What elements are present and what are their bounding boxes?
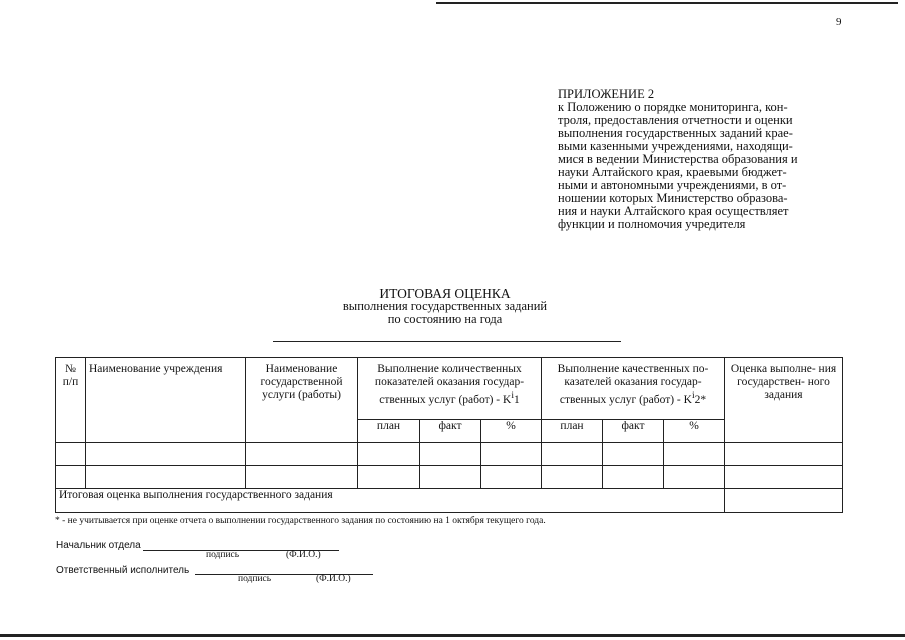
header-qualitative-tail: 2* — [694, 393, 707, 406]
as-of-prefix: по состоянию на — [387, 312, 477, 326]
appendix-line: ношении которых Министерство образова- — [558, 191, 788, 205]
head-sign-caption: подпись — [206, 550, 240, 560]
bottom-rule — [0, 634, 905, 637]
subheader-percent: % — [481, 420, 542, 443]
table-row — [56, 466, 843, 489]
executor-name-caption: (Ф.И.О.) — [316, 574, 351, 584]
table-cell[interactable] — [86, 466, 246, 489]
header-qualitative — [542, 358, 725, 420]
subheader-plan: план — [358, 420, 420, 443]
appendix-line: выми казенными учреждениями, находящи- — [558, 139, 793, 153]
header-num: № п/п — [56, 358, 86, 443]
table-cell[interactable] — [56, 443, 86, 466]
appendix-title: ПРИЛОЖЕНИЕ 2 — [558, 87, 655, 101]
appendix-line: ния и науки Алтайского края осуществляет — [558, 204, 789, 218]
table-cell[interactable] — [481, 466, 542, 489]
table-cell[interactable] — [542, 443, 603, 466]
head-of-department-label: Начальник отдела — [56, 540, 141, 551]
appendix-line: функции и полномочия учредителя — [558, 217, 746, 231]
table-cell[interactable] — [603, 466, 664, 489]
total-row — [56, 489, 843, 513]
appendix-line: выполнения государственных заданий крае- — [558, 126, 793, 140]
table-cell[interactable] — [358, 466, 420, 489]
appendix-line: ными и автономными учреждениями, в от- — [558, 178, 787, 192]
responsible-executor-label: Ответственный исполнитель — [56, 565, 190, 576]
table-cell[interactable] — [420, 443, 481, 466]
header-quantitative-sup: i — [511, 390, 514, 401]
header-service: Наименование государственной услуги (работы) — [246, 358, 358, 443]
table-cell[interactable] — [358, 443, 420, 466]
page-number: 9 — [836, 16, 842, 28]
table-row — [56, 443, 843, 466]
subheader-fact: факт — [603, 420, 664, 443]
header-institution: Наименование учреждения — [86, 358, 246, 443]
total-value-cell[interactable] — [725, 489, 843, 513]
table-cell[interactable] — [86, 443, 246, 466]
appendix-line: троля, предоставления отчетности и оценки — [558, 113, 793, 127]
appendix-block — [558, 88, 848, 231]
appendix-line: науки Алтайского края, краевыми бюджет- — [558, 165, 787, 179]
subheader-percent: % — [664, 420, 725, 443]
table-cell[interactable] — [246, 466, 358, 489]
top-rule — [436, 2, 898, 4]
appendix-line: мися в ведении Министерства образования и — [558, 152, 798, 166]
title-underline[interactable] — [273, 341, 621, 342]
as-of-suffix: года — [479, 312, 503, 326]
total-label: Итоговая оценка выполнения государственного задания — [56, 489, 725, 513]
subheader-plan: план — [542, 420, 603, 443]
table-cell[interactable] — [664, 443, 725, 466]
table-cell[interactable] — [246, 443, 358, 466]
subheader-fact: факт — [420, 420, 481, 443]
head-name-caption: (Ф.И.О.) — [286, 550, 321, 560]
table-cell[interactable] — [481, 443, 542, 466]
header-qualitative-sup: i — [691, 390, 695, 401]
document-title — [290, 287, 600, 326]
header-quantitative — [358, 358, 542, 420]
table-cell[interactable] — [542, 466, 603, 489]
table-cell[interactable] — [725, 443, 843, 466]
table-cell[interactable] — [664, 466, 725, 489]
table-cell[interactable] — [420, 466, 481, 489]
table-cell[interactable] — [725, 466, 843, 489]
header-qualitative-text: Выполнение качественных по- казателей оказания государ- ственных услуг (работ) - K — [557, 363, 709, 406]
header-quantitative-tail: 1 — [514, 393, 520, 406]
header-assessment: Оценка выполне- ния государствен- ного задания — [725, 358, 843, 443]
executor-sign-caption: подпись — [238, 574, 272, 584]
table-cell[interactable] — [56, 466, 86, 489]
title-main: ИТОГОВАЯ ОЦЕНКА — [379, 286, 511, 301]
title-sub: выполнения государственных заданий — [342, 299, 548, 313]
title-as-of — [290, 313, 600, 326]
footnote: * - не учитывается при оценке отчета о выполнении государственного задания по состоянию на 1 октября текущего года. — [55, 516, 546, 526]
table-cell[interactable] — [603, 443, 664, 466]
assessment-table — [55, 357, 843, 513]
header-quantitative-text: Выполнение количественных показателей оказания государ- ственных услуг (работ) - K — [374, 363, 525, 406]
appendix-line: к Положению о порядке мониторинга, кон- — [558, 100, 788, 114]
